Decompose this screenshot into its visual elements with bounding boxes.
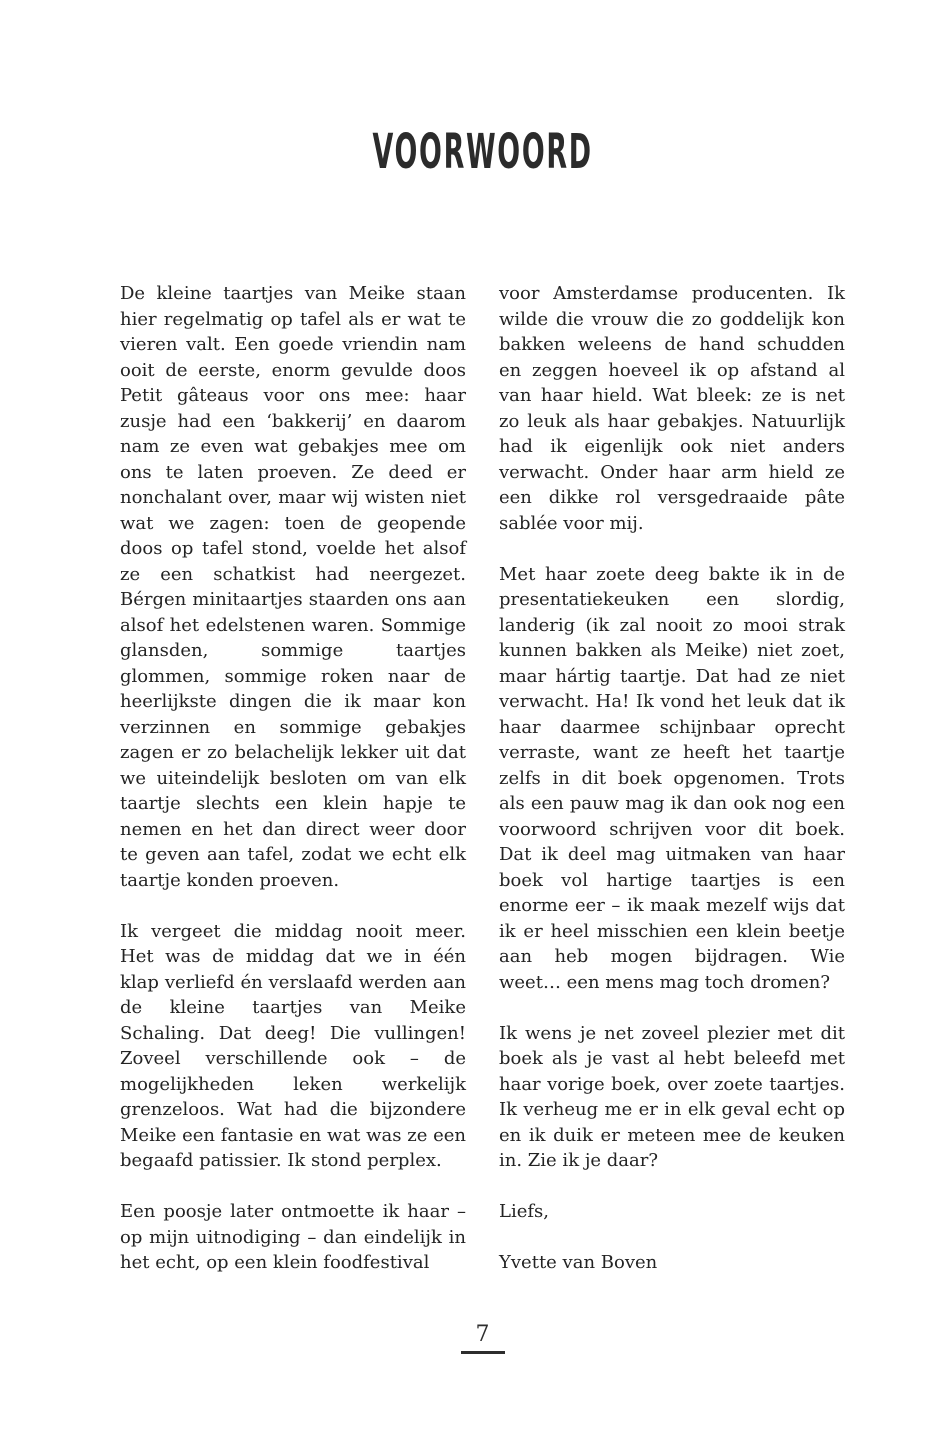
paragraph: De kleine taartjes van Meike staan hier regelmatig op tafel als er wat te vieren valt. Een goede vriendin nam ooit de eerste, enorm gevulde doos Petit gâteaus voor ons mee: haar zusje had een ‘bakkerij’ en daarom nam ze even wat gebakjes mee om ons te laten proeven. Ze deed er nonchalant over, maar wij wisten niet wat we zagen: toen de geopende doos op tafel stond, voelde het alsof ze een schatkist had neergezet. Bérgen minitaartjes staarden ons aan alsof het edelstenen waren. Sommige glansden, sommige taartjes glommen, sommige roken naar de heerlijkste dingen die ik maar kon verzinnen en sommige gebakjes zagen er zo belachelijk lekker uit dat we uiteindelijk besloten om van elk taartje slechts een klein hapje te nemen en het dan direct weer door te geven aan tafel, zodat we echt elk taartje konden proeven. [120,283,466,891]
page-title [120,124,845,180]
page-number-rule [461,1351,505,1354]
paragraph: Met haar zoete deeg bakte ik in de presentatiekeuken een slordig, landerig (ik zal nooit zo mooi strak kunnen bakken als Meike) niet zoet, maar hártig taartje. Dat had ze niet verwacht. Ha! Ik vond het leuk dat ik haar daarmee schijnbaar oprecht verraste, want ze heeft het taartje zelfs in dit boek opgenomen. Trots als een pauw mag ik dan ook nog een voorwoord schrijven voor dit boek. Dat ik deel mag uitmaken van haar boek vol hartige taartjes is een enorme eer – ik maak mezelf wijs dat ik er heel misschien een klein beetje aan heb mogen bijdragen. Wie weet… een mens mag toch dromen? [499,563,845,993]
paragraph: Ik wens je net zoveel plezier met dit boek als je vast al hebt beleefd met haar vorige boek, over zoete taartjes. Ik verheug me er in elk geval echt op en ik duik er meteen mee de keuken in. Zie ik je daar? [499,1022,845,1171]
text-column-right [499,281,845,1276]
text-column-left [120,281,466,1276]
text-columns [120,281,846,1276]
paragraph: Een poosje later ontmoette ik haar – op mijn uitnodiging – dan eindelijk in het echt, op een klein foodfestival [120,1201,466,1273]
paragraph: voor Amsterdamse producenten. Ik wilde die vrouw die zo goddelijk kon bakken weleens de hand schudden en zeggen hoeveel ik op afstand al van haar hield. Wat bleek: ze is net zo leuk als haar gebakjes. Natuurlijk had ik eigenlijk ook niet anders verwacht. Onder haar arm hield ze een dikke rol versgedraaide pâte sablée voor mij. [499,283,845,534]
paragraph: Yvette van Boven [499,1252,658,1273]
page-footer [120,1322,845,1354]
paragraph: Ik vergeet die middag nooit meer. Het was de middag dat we in één klap verliefd én verslaafd werden aan de kleine taartjes van Meike Schaling. Dat deeg! Die vullingen! Zoveel verschillende ook – de mogelijkheden leken werkelijk grenzeloos. Wat had die bijzondere Meike een fantasie en wat was ze een begaafd patissier. Ik stond perplex. [120,920,466,1171]
page-title-text: VOORWOORD [372,124,593,180]
page-number: 7 [475,1322,490,1347]
paragraph: Liefs, [499,1201,549,1222]
